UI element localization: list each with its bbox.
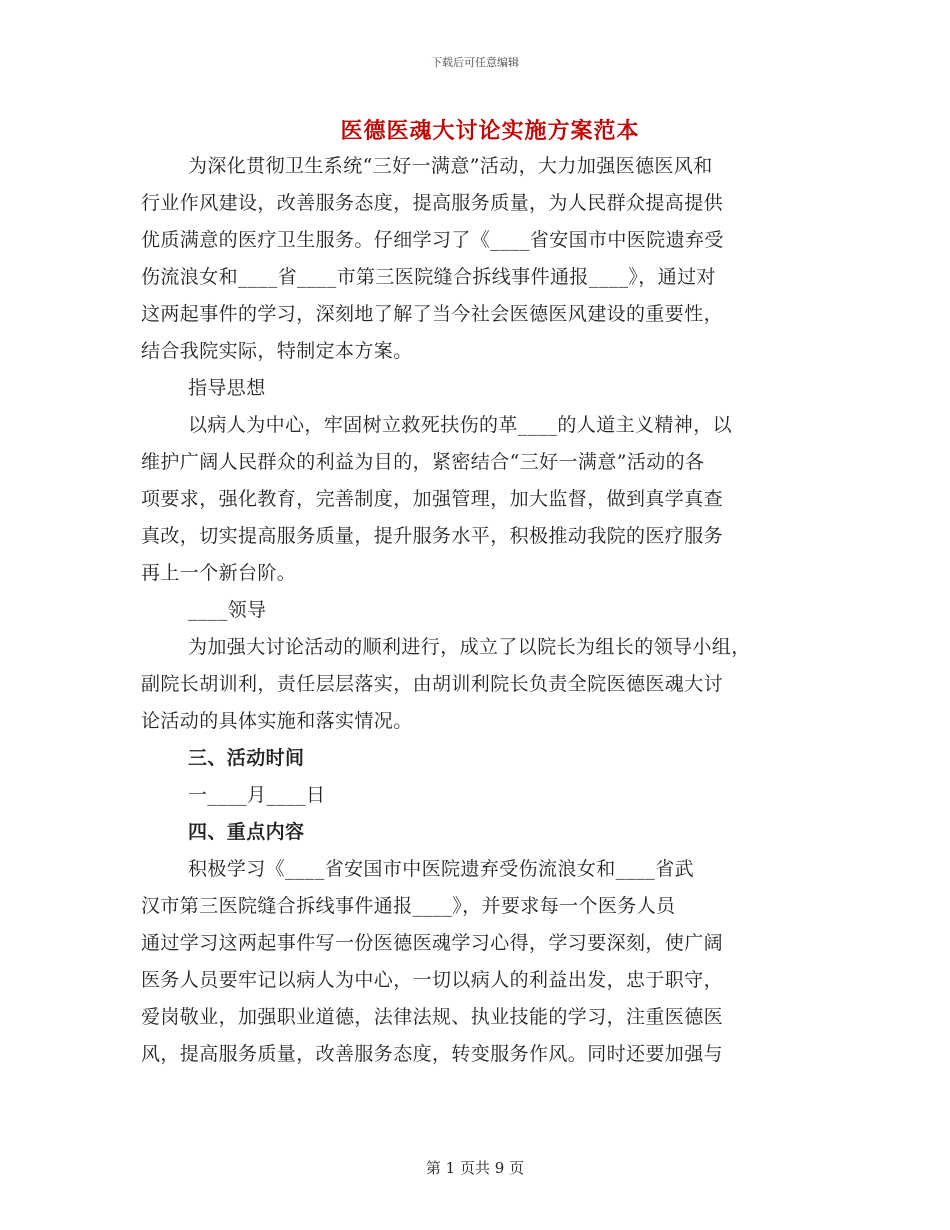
- text-line: 积极学习《____省安国市中医院遗弃受伤流浪女和____省武: [188, 858, 695, 880]
- text-line: 副院长胡训利，责任层层落实，由胡训利院长负责全院医德医魂大讨: [141, 673, 724, 695]
- page-footer: 第 1 页共 9 页: [425, 1159, 525, 1177]
- text-line: 项要求，强化教育，完善制度，加强管理，加大监督，做到真学真查: [141, 488, 724, 510]
- text-line: 爱岗敬业，加强职业道德，法律法规、执业技能的学习，注重医德医: [141, 1006, 724, 1028]
- text-line: 风，提高服务质量，改善服务态度，转变服务作风。同时还要加强与: [141, 1043, 724, 1065]
- text-line: 医务人员要牢记以病人为中心，一切以病人的利益出发，忠于职守，: [141, 969, 724, 991]
- text-line: 为深化贯彻卫生系统“三好一满意”活动，大力加强医德医风和: [188, 155, 713, 177]
- text-line: 通过学习这两起事件写一份医德医魂学习心得，学习要深刻，使广阔: [141, 932, 724, 954]
- document-title: 医德医魂大讨论实施方案范本: [340, 118, 640, 144]
- text-line: 这两起事件的学习，深刻地了解了当今社会医德医风建设的重要性，: [141, 303, 724, 325]
- section-heading: 三、活动时间: [188, 747, 305, 769]
- text-line: 结合我院实际，特制定本方案。: [141, 340, 413, 362]
- page-header: 下载后可任意编辑: [431, 56, 519, 69]
- text-line: 维护广阔人民群众的利益为目的，紧密结合“三好一满意”活动的各: [141, 451, 705, 473]
- text-line: 一____月____日: [188, 784, 326, 806]
- text-line: 真改，切实提高服务质量，提升服务水平，积极推动我院的医疗服务: [141, 525, 724, 547]
- document-body: [141, 148, 811, 1073]
- text-line: 论活动的具体实施和落实情况。: [141, 710, 413, 732]
- section-heading: 四、重点内容: [188, 821, 305, 843]
- text-line: 再上一个新台阶。: [141, 562, 297, 584]
- text-line: 为加强大讨论活动的顺利进行，成立了以院长为组长的领导小组，: [188, 636, 751, 658]
- text-line: 伤流浪女和____省____市第三医院缝合拆线事件通报____》，通过对: [141, 266, 716, 288]
- text-line: 优质满意的医疗卫生服务。仔细学习了《____省安国市中医院遗弃受: [141, 229, 724, 251]
- text-line: ____领导: [188, 599, 267, 621]
- text-line: 行业作风建设，改善服务态度，提高服务质量，为人民群众提高提供: [141, 192, 724, 214]
- text-line: 以病人为中心，牢固树立救死扶伤的革____的人道主义精神，以: [188, 414, 733, 436]
- text-line: 指导思想: [188, 377, 266, 399]
- text-line: 汉市第三医院缝合拆线事件通报____》，并要求每一个医务人员: [141, 895, 676, 917]
